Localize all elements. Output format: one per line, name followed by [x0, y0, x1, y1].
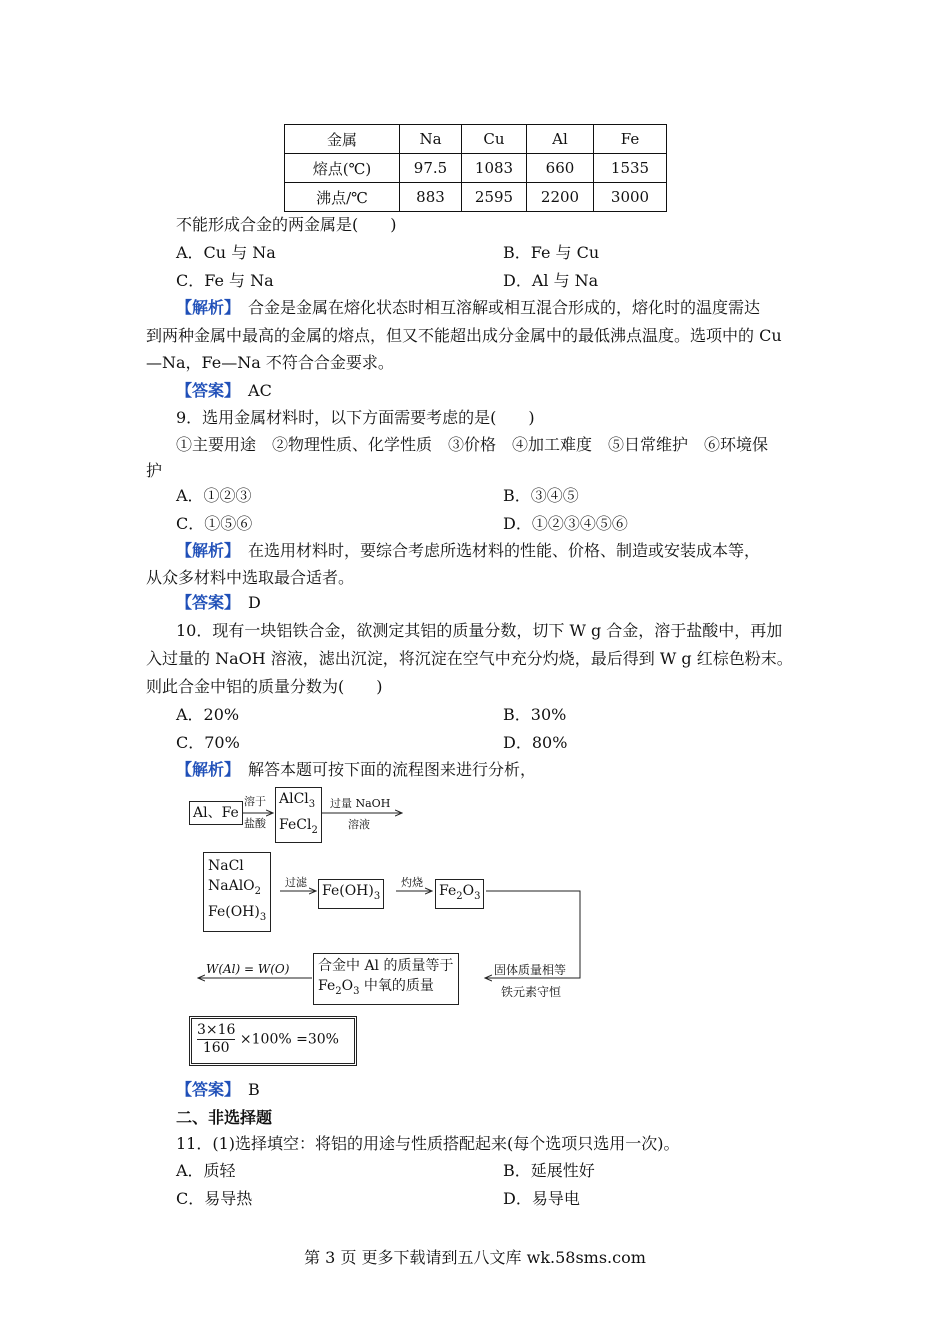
answer-tag: 【答案】 [176, 1080, 233, 1099]
analysis-text: 合金是金属在熔化状态时相互溶解或相互混合形成的，熔化时的温度需达 [232, 298, 761, 317]
table-cell: 沸点/℃ [285, 183, 400, 212]
q9-option-d: D．①②③④⑤⑥ [503, 514, 628, 533]
flow-box-mixture [203, 852, 271, 932]
q8-analysis-line: 到两种金属中最高的金属的熔点，但又不能超出成分金属中的最低沸点温度。选项中的 Cu [146, 326, 782, 345]
q10-stem-line: 入过量的 NaOH 溶液，滤出沉淀，将沉淀在空气中充分灼烧，最后得到 W g 红棕色粉末。 [146, 649, 793, 668]
formula: AlCl$_3$ [279, 791, 316, 810]
table-header-cell: Cu [462, 125, 527, 154]
table-header-cell: 金属 [285, 125, 400, 154]
analysis-tag: 【解析】 [176, 541, 233, 560]
q9-items: ①主要用途 ②物理性质、化学性质 ③价格 ④加工难度 ⑤日常维护 ⑥环境保 [176, 435, 769, 454]
q9-option-b: B．③④⑤ [503, 486, 579, 505]
answer-text: D [232, 593, 261, 612]
q8-option-c: C．Fe 与 Na [176, 271, 274, 290]
formula: NaAlO$_2$ [208, 878, 262, 897]
flow-box-chlorides [275, 787, 322, 843]
flow-box-hydroxide: $Fe(OH)_3$ [318, 879, 384, 909]
analysis-tag: 【解析】 [176, 760, 233, 779]
q10-stem-line: 10．现有一块铝铁合金，欲测定其铝的质量分数，切下 W g 合金，溶于盐酸中，再加 [176, 621, 783, 640]
table-cell: 1535 [594, 154, 667, 183]
flow-box-alloy: Al、Fe [189, 801, 243, 825]
q10-option-c: C．70% [176, 733, 240, 752]
answer-tag: 【答案】 [176, 381, 233, 400]
q8-stem: 不能形成合金的两金属是( ) [176, 215, 397, 234]
table-header-cell: Fe [594, 125, 667, 154]
arrow-label: 固体质量相等 [494, 963, 567, 977]
q8-analysis-line: —Na，Fe—Na 不符合合金要求。 [146, 353, 394, 372]
fraction-numerator: 3×16 [197, 1022, 236, 1038]
q10-option-a: A．20% [176, 705, 240, 724]
answer-tag: 【答案】 [176, 593, 233, 612]
q10-option-b: B．30% [503, 705, 567, 724]
arrow-label: 过滤 [285, 876, 307, 889]
fraction-denominator: 160 [202, 1040, 230, 1056]
q9-option-c: C．①⑤⑥ [176, 514, 253, 533]
q8-option-b: B．Fe 与 Cu [503, 243, 600, 262]
flow-box-conclusion [313, 953, 459, 1005]
table-header-cell: Al [527, 125, 594, 154]
q11-option-d: D．易导电 [503, 1189, 580, 1208]
arrow-label: 盐酸 [244, 817, 266, 830]
table-cell: 883 [400, 183, 462, 212]
conclusion-line: $Fe_2O_3$ 中氧的质量 [318, 978, 434, 997]
arrow-label: 过量 NaOH [330, 797, 391, 810]
q10-option-d: D．80% [503, 733, 568, 752]
answer-text: B [232, 1080, 260, 1099]
table-cell: 熔点(℃) [285, 154, 400, 183]
arrow-label: 灼烧 [401, 876, 423, 889]
section-heading: 二、非选择题 [176, 1108, 273, 1127]
q11-option-c: C．易导热 [176, 1189, 253, 1208]
q10-answer [176, 1077, 260, 1100]
arrow-label: W(Al) = W(O) [206, 962, 290, 976]
table-cell: 660 [527, 154, 594, 183]
q10-stem-line: 则此合金中铝的质量分数为( ) [146, 677, 383, 696]
q9-items-cont: 护 [146, 461, 163, 480]
flow-box-calculation [189, 1016, 357, 1066]
answer-text: AC [232, 381, 272, 400]
formula: $Fe(OH)_3$ [208, 903, 267, 923]
fraction-rest: ×100% =30% [239, 1031, 339, 1048]
fraction [197, 1022, 235, 1057]
q11-option-b: B．延展性好 [503, 1161, 595, 1180]
table-cell: 97.5 [400, 154, 462, 183]
table-cell: 1083 [462, 154, 527, 183]
q11-option-a: A．质轻 [176, 1161, 236, 1180]
table-header-cell: Na [400, 125, 462, 154]
formula: NaCl [208, 858, 244, 874]
arrow-label: 溶液 [348, 818, 370, 831]
analysis-text: 在选用材料时，要综合考虑所选材料的性能、价格、制造或安装成本等， [232, 541, 761, 560]
q8-option-d: D．Al 与 Na [503, 271, 599, 290]
analysis-text: 解答本题可按下面的流程图来进行分析， [232, 760, 537, 779]
table-cell: 3000 [594, 183, 667, 212]
page-footer: 第 3 页 更多下载请到五八文库 wk.58sms.com [304, 1248, 646, 1267]
q9-option-a: A．①②③ [176, 486, 252, 505]
arrow-label: 铁元素守恒 [501, 985, 562, 999]
analysis-tag: 【解析】 [176, 298, 233, 317]
q11-stem: 11．(1)选择填空：将铝的用途与性质搭配起来(每个选项只选用一次)。 [176, 1134, 680, 1153]
conclusion-line: 合金中 Al 的质量等于 [318, 958, 454, 974]
q9-analysis-line: 从众多材料中选取最合适者。 [146, 568, 355, 587]
arrow-label: 溶于 [244, 795, 266, 808]
table-cell: 2200 [527, 183, 594, 212]
q9-stem: 9．选用金属材料时，以下方面需要考虑的是( ) [176, 408, 535, 427]
flow-box-oxide: $Fe_2O_3$ [435, 879, 484, 909]
q8-option-a: A．Cu 与 Na [176, 243, 276, 262]
table-cell: 2595 [462, 183, 527, 212]
formula: FeCl$_2$ [279, 816, 318, 836]
